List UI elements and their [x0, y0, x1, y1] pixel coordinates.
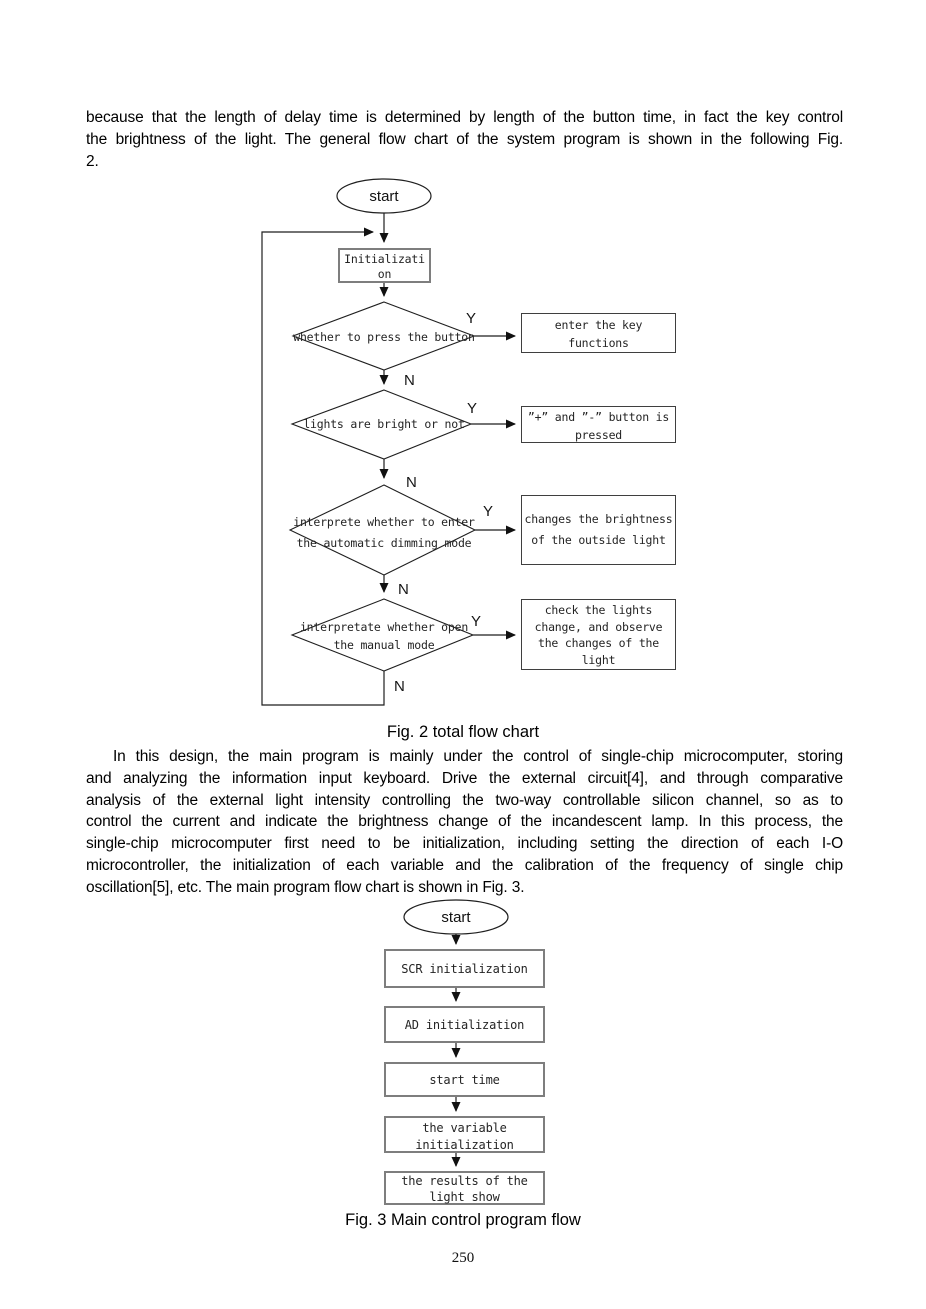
text-line: on — [377, 267, 392, 281]
text-line: control the current and indicate the brightness change of the incandescent lamp. In this process, the — [86, 813, 843, 831]
fig2-start-label: start — [369, 188, 399, 205]
fig2-process-2-box — [521, 406, 676, 443]
fig2-no-label-4: N — [394, 678, 405, 695]
fig2-no-label-3: N — [398, 581, 409, 598]
text-line: of the outside light — [531, 533, 666, 547]
fig2-init-box — [338, 248, 431, 283]
fig3-box-scr-initialization: SCR initialization — [384, 949, 545, 988]
fig2-process-1-box — [521, 313, 676, 353]
fig2-no-label-1: N — [404, 372, 415, 389]
text-line: change, and observe — [534, 619, 663, 634]
fig2-decision-1-label: whether to press the button — [293, 330, 475, 344]
text-line: functions — [568, 336, 629, 350]
text-line: the changes of the — [537, 636, 660, 650]
fig2-yes-label-1: Y — [466, 310, 477, 327]
fig2-yes-label-3: Y — [483, 503, 494, 520]
text-line: enter the key — [554, 318, 643, 332]
text-line: oscillation[5], etc. The main program flow chart is shown in Fig. 3. — [86, 878, 525, 896]
text-line: analysis of the external light intensity controlling the two-way controllable silicon channel, so as to — [86, 791, 843, 809]
text-line: Initializati — [344, 252, 425, 266]
fig2-no-label-2: N — [406, 474, 417, 491]
page-number: 250 — [451, 1250, 475, 1266]
text-line: pressed — [574, 428, 623, 442]
fig2-decision-3-label — [287, 512, 481, 554]
text-line: light — [581, 652, 616, 667]
text-line: changes the brightness — [524, 512, 673, 526]
text-line: interprete whether to enter — [293, 515, 475, 529]
text-line: light show — [429, 1189, 500, 1204]
fig2-yes-label-2: Y — [467, 400, 478, 417]
text-line: single-chip microcomputer first need to be initialization, including setting the direction of each I-O — [86, 835, 843, 853]
fig2-decision-2-label: lights are bright or not — [303, 417, 465, 431]
text-line: microcontroller, the initialization of each variable and the calibration of the frequency of single chip — [86, 856, 843, 874]
fig2-yes-label-4: Y — [471, 613, 482, 630]
fig3-box-ad-initialization: AD initialization — [384, 1006, 545, 1043]
text-line: the automatic dimming mode — [296, 536, 472, 550]
text-line: the variable — [422, 1121, 507, 1135]
text-line: the manual mode — [333, 638, 435, 652]
fig2-process-4-box — [521, 599, 676, 670]
paragraph-1 — [86, 107, 843, 172]
fig3-box-variable-initialization — [384, 1116, 545, 1153]
fig3-caption: Fig. 3 Main control program flow — [345, 1211, 581, 1229]
paragraph-2 — [86, 746, 843, 899]
text-line: initialization — [415, 1137, 514, 1152]
fig3-box-results-light-show — [384, 1171, 545, 1205]
text-line: ”+” and ”-” button is — [527, 410, 670, 424]
fig2-process-3-box — [521, 495, 676, 565]
text-line: check the lights — [544, 603, 653, 617]
text-line: and analyzing the information input keyboard. Drive the external circuit[4], and through comparative — [86, 769, 843, 787]
text-line: interpretate whether open — [299, 620, 469, 634]
text-line: the results of the — [401, 1174, 528, 1188]
text-line: 2. — [86, 152, 99, 170]
fig2-caption: Fig. 2 total flow chart — [386, 723, 540, 741]
text-line: In this design, the main program is mainly under the control of single-chip microcomputer, storing — [113, 748, 843, 765]
fig2-decision-4-label — [290, 618, 478, 654]
fig3-box-start-time: start time — [384, 1062, 545, 1097]
text-line: because that the length of delay time is determined by length of the button time, in fact the key control — [86, 109, 843, 126]
text-line: the brightness of the light. The general flow chart of the system program is shown in the following Fig. — [86, 130, 843, 148]
fig3-start-label: start — [441, 909, 471, 926]
